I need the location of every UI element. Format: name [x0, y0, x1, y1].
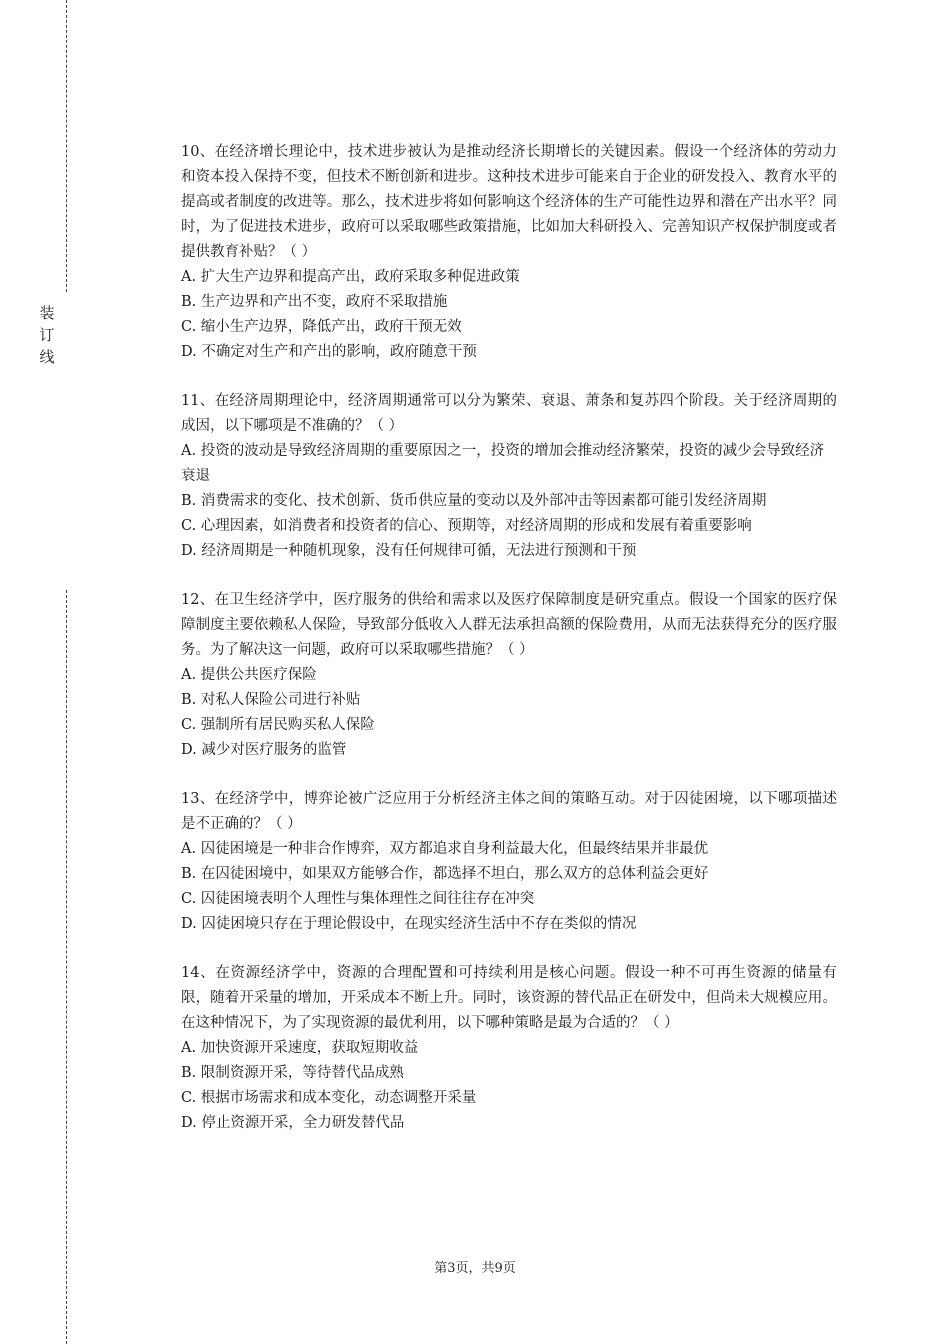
binding-line-bottom	[66, 590, 67, 1344]
option-a: A. 囚徒困境是一种非合作博弈，双方都追求自身利益最大化，但最终结果并非最优	[181, 841, 709, 857]
question-stem: 14、在资源经济学中，资源的合理配置和可持续利用是核心问题。假设一种不可再生资源的储量有限，随着开采量的增加，开采成本不断上升。同时，该资源的替代品正在研发中，但尚未大规模应用。在这种情况下，为了实现资源的最优利用，以下哪种策略是最为合适的？（ ）	[181, 965, 837, 1031]
binding-label: 装订线	[39, 304, 55, 366]
option-a: A. 提供公共医疗保险	[181, 667, 317, 683]
option-d: D. 减少对医疗服务的监管	[181, 742, 347, 758]
question-12	[181, 588, 837, 763]
question-stem: 11、在经济周期理论中，经济周期通常可以分为繁荣、衰退、萧条和复苏四个阶段。关于经济周期的成因，以下哪项是不准确的？（ ）	[181, 393, 837, 434]
option-a: A. 投资的波动是导致经济周期的重要原因之一，投资的增加会推动经济繁荣，投资的减少会导致经济衰退	[181, 443, 825, 484]
option-c: C. 强制所有居民购买私人保险	[181, 717, 375, 733]
option-c: C. 囚徒困境表明个人理性与集体理性之间往往存在冲突	[181, 891, 535, 907]
option-b: B. 生产边界和产出不变，政府不采取措施	[181, 294, 448, 310]
binding-line-top	[66, 0, 67, 292]
option-d: D. 囚徒困境只存在于理论假设中，在现实经济生活中不存在类似的情况	[181, 916, 637, 932]
option-d: D. 不确定对生产和产出的影响，政府随意干预	[181, 344, 477, 360]
option-a: A. 加快资源开采速度，获取短期收益	[181, 1040, 419, 1056]
question-11	[181, 389, 837, 564]
question-13	[181, 787, 837, 937]
option-d: D. 经济周期是一种随机现象，没有任何规律可循，无法进行预测和干预	[181, 543, 637, 559]
option-c: C. 缩小生产边界，降低产出，政府干预无效	[181, 319, 462, 335]
option-d: D. 停止资源开采，全力研发替代品	[181, 1115, 405, 1131]
option-b: B. 在囚徒困境中，如果双方能够合作，都选择不坦白，那么双方的总体利益会更好	[181, 866, 709, 882]
option-c: C. 心理因素，如消费者和投资者的信心、预期等，对经济周期的形成和发展有着重要影响	[181, 518, 752, 534]
option-c: C. 根据市场需求和成本变化，动态调整开采量	[181, 1090, 477, 1106]
option-a: A. 扩大生产边界和提高产出，政府采取多种促进政策	[181, 269, 520, 285]
question-10	[181, 140, 837, 365]
question-stem: 10、在经济增长理论中，技术进步被认为是推动经济长期增长的关键因素。假设一个经济体的劳动力和资本投入保持不变，但技术不断创新和进步。这种技术进步可能来自于企业的研发投入、教育水平的提高或者制度的改进等。那么，技术进步将如何影响这个经济体的生产可能性边界和潜在产出水平？同时，为了促进技术进步，政府可以采取哪些政策措施，比如加大科研投入、完善知识产权保护制度或者提供教育补贴？（ ）	[181, 144, 837, 260]
question-14	[181, 961, 837, 1136]
option-b: B. 对私人保险公司进行补贴	[181, 692, 361, 708]
page-number: 第3页，共9页	[434, 1261, 516, 1276]
option-b: B. 消费需求的变化、技术创新、货币供应量的变动以及外部冲击等因素都可能引发经济周期	[181, 493, 767, 509]
question-stem: 12、在卫生经济学中，医疗服务的供给和需求以及医疗保障制度是研究重点。假设一个国家的医疗保障制度主要依赖私人保险，导致部分低收入人群无法承担高额的保险费用，从而无法获得充分的医疗服务。为了解决这一问题，政府可以采取哪些措施？（ ）	[181, 592, 837, 658]
option-b: B. 限制资源开采，等待替代品成熟	[181, 1065, 404, 1081]
question-list	[181, 140, 837, 1160]
question-stem: 13、在经济学中，博弈论被广泛应用于分析经济主体之间的策略互动。对于囚徒困境，以下哪项描述是不正确的？（ ）	[181, 791, 837, 832]
